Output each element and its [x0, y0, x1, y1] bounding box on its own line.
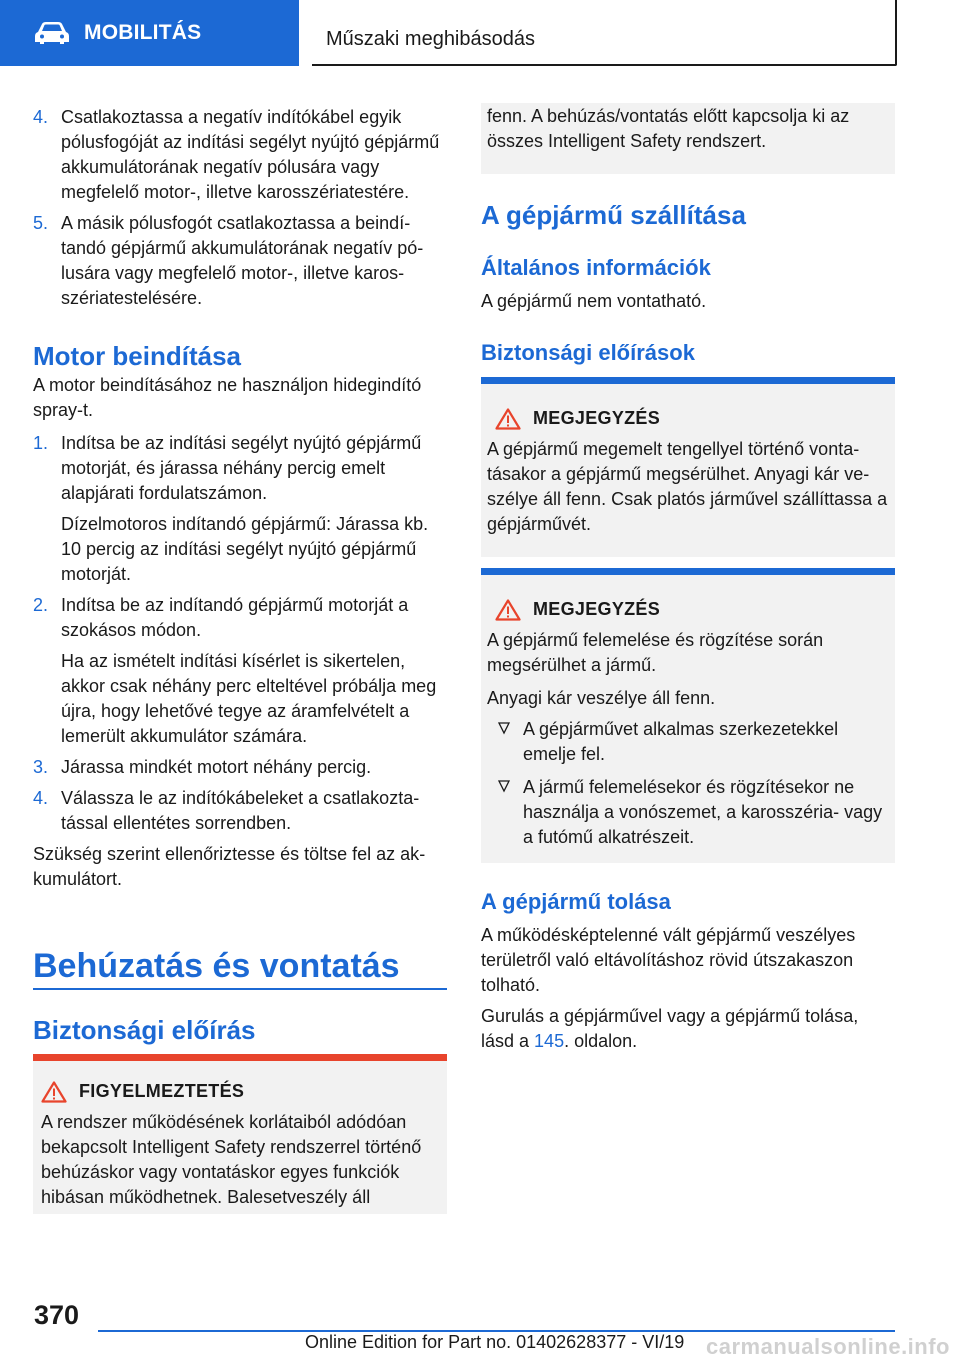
motor-intro: A motor beindításához ne használjon hidegindító spray-t. — [33, 375, 422, 420]
chapter-title-box — [312, 0, 897, 66]
push-ref-before: Gurulás a gépjárművel vagy a gépjármű tolása, lásd a — [481, 1006, 859, 1051]
warning-header — [41, 1079, 439, 1104]
left-column — [33, 105, 447, 892]
step-number: 4. — [33, 107, 49, 127]
warning-box — [33, 1054, 447, 1214]
step-text: Járassa mindkét motort néhány percig. — [61, 757, 372, 777]
note-text-1: A gépjármű felemelése és rögzítése során megsérülhet a jármű. — [487, 630, 824, 675]
push-text: A működésképtelenné vált gépjármű veszélyes területről való eltávolításhoz rövid útszakaszon tolható. — [481, 925, 856, 995]
push-heading: A gépjármű tolása — [481, 889, 671, 914]
note-box-1 — [481, 377, 895, 557]
page-number: 370 — [34, 1300, 80, 1330]
push-reference — [481, 1004, 895, 1054]
step-number: 3. — [33, 757, 49, 777]
warning-title: FIGYELMEZTETÉS — [79, 1081, 245, 1101]
closing-text: Szükség szerint ellenőriztesse és töltse fel az akkumulátort. — [33, 844, 426, 889]
note-text-2: Anyagi kár veszélye áll fenn. — [487, 688, 716, 708]
note-header — [487, 406, 889, 431]
push-section — [481, 923, 895, 1054]
general-info-text: A gépjármű nem vontatható. — [481, 291, 707, 311]
step-number: 5. — [33, 213, 49, 233]
list-item — [33, 786, 447, 836]
transport-heading: A gépjármű szállítása — [481, 200, 746, 230]
step-text: Indítsa be az indítandó gépjármű motorját a szokásos módon. — [61, 595, 409, 640]
general-info-heading: Általános információk — [481, 255, 711, 280]
watermark: carmanualsonline.info — [706, 1334, 950, 1359]
note-bar — [481, 568, 895, 575]
step-number: 4. — [33, 788, 49, 808]
note-bullets — [487, 717, 889, 850]
triangle-bullet-icon — [498, 717, 510, 742]
warning-triangle-icon — [495, 408, 521, 430]
car-icon — [34, 21, 70, 45]
push-ref-after: . oldalon. — [564, 1031, 638, 1051]
note-header — [487, 597, 889, 622]
page-link-145[interactable]: 145 — [534, 1031, 565, 1051]
list-item — [33, 105, 447, 205]
bullet-text: A gépjárművet alkalmas szerkezetekkel emelje fel. — [523, 719, 839, 764]
warning-triangle-icon — [495, 599, 521, 621]
note-title: MEGJEGYZÉS — [533, 599, 661, 619]
warning-triangle-icon — [41, 1081, 67, 1103]
warning-continued-text: fenn. A behúzás/vontatás előtt kapcsolja ki az összes Intelligent Safety rendszert. — [487, 106, 850, 151]
step-number: 1. — [33, 433, 49, 453]
chapter-title: Műszaki meghibásodás — [326, 28, 535, 50]
warning-text: A rendszer működésének korlátaiból adódóan bekapcsolt Intelligent Safety rendszerrel történő behúzáskor vagy vontatáskor egyes funkciók hibásan működhetnek. Balesetveszély áll — [41, 1112, 422, 1207]
note-box-2 — [481, 568, 895, 863]
connect-steps — [33, 105, 447, 311]
safety-rules-heading: Biztonsági előírások — [481, 340, 695, 365]
list-item — [487, 717, 889, 767]
step-text: Válassza le az indítókábeleket a csatlakoztatással ellentétes sorrendben. — [61, 788, 420, 833]
step-text: A másik pólusfogót csatlakoztassa a beindítandó gépjármű akkumulátorának negatív pólusára vagy megfelelő motor-, illetve karosszériatestelésére. — [61, 213, 424, 308]
list-item — [33, 431, 447, 587]
step-text: Indítsa be az indítási segélyt nyújtó gépjármű motorját, és járassa néhány percig emelt alapjárati fordulatszámon. — [61, 433, 422, 503]
start-steps — [33, 431, 447, 836]
step-subtext: Dízelmotoros indítandó gépjármű: Járassa kb. 10 percig az indítási segélyt nyújtó gépjármű motorját. — [61, 514, 429, 584]
note-title: MEGJEGYZÉS — [533, 408, 661, 428]
safety-heading: Biztonsági előírás — [33, 1015, 256, 1045]
warning-bar — [33, 1054, 447, 1061]
chapter-heading: Behúzatás és vontatás — [33, 947, 400, 985]
step-text: Csatlakoztassa a negatív indítókábel egyik pólusfogóját az indítási segélyt nyújtó gépjármű akkumulátorának negatív pólusára vagy megfelelő motor-, illetve karosszériatestére. — [61, 107, 440, 202]
section-tab[interactable] — [0, 0, 299, 66]
warning-continued-box — [481, 103, 895, 174]
chapter-divider — [33, 988, 447, 990]
list-item — [487, 775, 889, 850]
note-bar — [481, 377, 895, 384]
triangle-bullet-icon — [498, 775, 510, 800]
step-subtext: Ha az ismételt indítási kísérlet is sikertelen, akkor csak néhány perc elteltével próbálja meg újra, hogy lehetővé tegye az áramfelvételt a lemerült akkumulátor számára. — [61, 651, 437, 746]
list-item — [33, 211, 447, 311]
bullet-text: A jármű felemelésekor és rögzítésekor ne használja a vonószemet, a karosszéria- vagy a futómű alkatrészeit. — [523, 777, 883, 847]
note-text: A gépjármű megemelt tengellyel történő vontatásakor a gépjármű megsérülhet. Anyagi kár veszélye áll fenn. Csak platós járművel szállíttassa a gépjárművét. — [487, 439, 888, 534]
section-label: MOBILITÁS — [84, 21, 202, 44]
list-item — [33, 755, 447, 780]
motor-heading: Motor beindítása — [33, 341, 242, 371]
step-number: 2. — [33, 595, 49, 615]
list-item — [33, 593, 447, 749]
edition-text: Online Edition for Part no. 01402628377 - VI/19 — [305, 1332, 685, 1352]
